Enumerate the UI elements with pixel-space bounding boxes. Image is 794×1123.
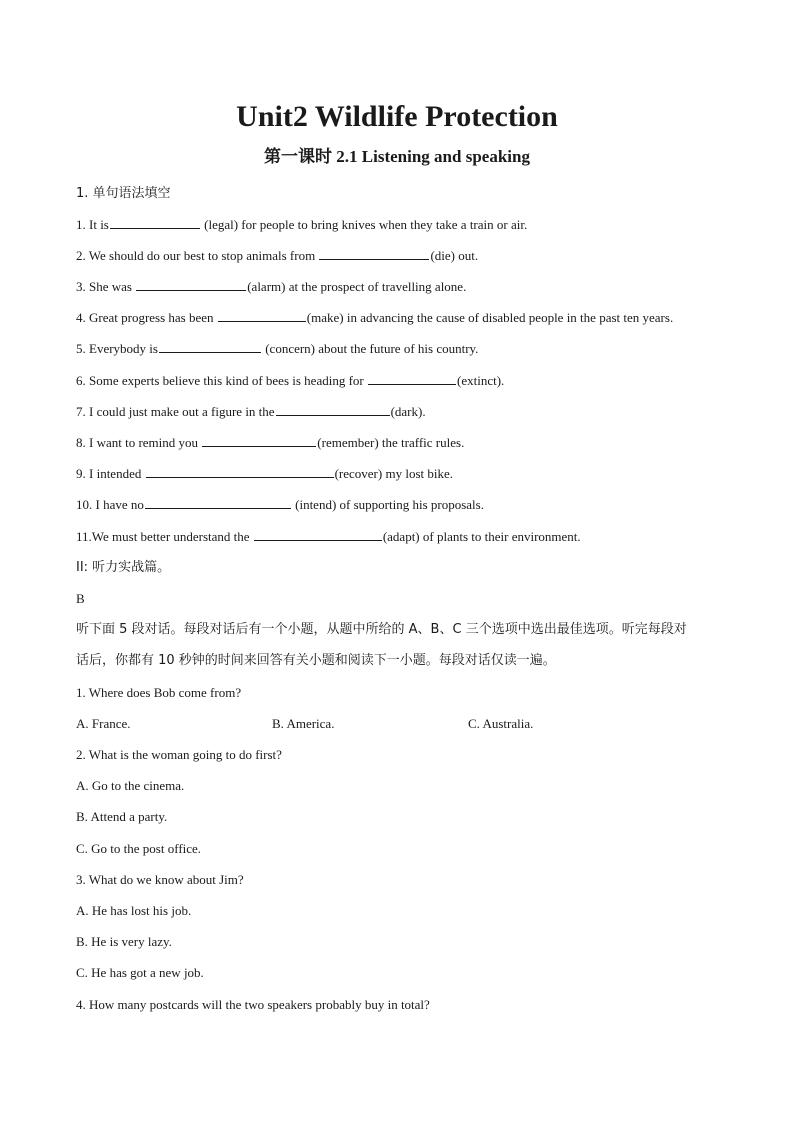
- grammar-item-11: [76, 528, 736, 546]
- item-text-after: (adapt) of plants to their environment.: [382, 529, 581, 544]
- item-text-after: (concern) about the future of his country.: [261, 341, 479, 356]
- item-text-before: 3. She was: [76, 279, 136, 294]
- grammar-item-9: [76, 465, 736, 483]
- item-text-after: (recover) my lost bike.: [334, 466, 453, 481]
- grammar-item-8: [76, 434, 736, 452]
- item-text-after: (intend) of supporting his proposals.: [291, 497, 484, 512]
- option-b[interactable]: B. Attend a party.: [76, 809, 168, 824]
- grammar-item-3: [76, 278, 736, 296]
- option-b[interactable]: B. He is very lazy.: [76, 934, 172, 949]
- item-text-after: (make) in advancing the cause of disabled people in the past ten years.: [306, 310, 674, 325]
- answer-blank[interactable]: [146, 465, 334, 478]
- instructions-line-2: 话后，你都有 10 秒钟的时间来回答有关小题和阅读下一小题。每段对话仅读一遍。: [76, 653, 556, 668]
- answer-blank[interactable]: [110, 216, 200, 229]
- answer-blank[interactable]: [368, 372, 456, 385]
- item-text-after: (alarm) at the prospect of travelling alone.: [247, 279, 467, 294]
- page-subtitle: 第一课时 2.1 Listening and speaking: [264, 147, 530, 166]
- question-1: 1. Where does Bob come from?: [76, 685, 242, 700]
- question-3: 3. What do we know about Jim?: [76, 872, 244, 887]
- item-text-before: 2. We should do our best to stop animals from: [76, 248, 319, 263]
- question-4: 4. How many postcards will the two speakers probably buy in total?: [76, 997, 430, 1012]
- option-c[interactable]: C. Australia.: [468, 716, 534, 731]
- option-c[interactable]: C. He has got a new job.: [76, 965, 204, 980]
- answer-blank[interactable]: [218, 309, 306, 322]
- item-text-before: 11.We must better understand the: [76, 529, 253, 544]
- section1-heading: 1. 单句语法填空: [76, 186, 171, 201]
- item-text-before: 8. I want to remind you: [76, 435, 202, 450]
- section2-heading: II: 听力实战篇。: [76, 560, 171, 575]
- grammar-item-7: [76, 403, 736, 421]
- question-2: 2. What is the woman going to do first?: [76, 747, 282, 762]
- item-text-before: 6. Some experts believe this kind of bees is heading for: [76, 373, 367, 388]
- option-a[interactable]: A. Go to the cinema.: [76, 778, 185, 793]
- item-text-before: 5. Everybody is: [76, 341, 158, 356]
- grammar-item-10: [76, 496, 736, 514]
- answer-blank[interactable]: [202, 434, 316, 447]
- part-label: B: [76, 591, 85, 606]
- option-c[interactable]: C. Go to the post office.: [76, 841, 202, 856]
- grammar-item-4: [76, 309, 736, 327]
- item-text-before: 9. I intended: [76, 466, 145, 481]
- item-text-before: 1. It is: [76, 217, 109, 232]
- answer-blank[interactable]: [159, 340, 261, 353]
- grammar-item-1: [76, 216, 736, 234]
- item-text-after: (dark).: [390, 404, 426, 419]
- answer-blank[interactable]: [136, 278, 246, 291]
- page-title: Unit2 Wildlife Protection: [236, 100, 558, 133]
- answer-blank[interactable]: [254, 528, 382, 541]
- answer-blank[interactable]: [319, 247, 429, 260]
- option-b[interactable]: B. America.: [272, 716, 335, 731]
- item-text-after: (die) out.: [430, 248, 479, 263]
- item-text-before: 10. I have no: [76, 497, 144, 512]
- item-text-after: (legal) for people to bring knives when they take a train or air.: [200, 217, 528, 232]
- grammar-item-6: [76, 372, 736, 390]
- answer-blank[interactable]: [276, 403, 390, 416]
- grammar-item-2: [76, 247, 736, 265]
- option-a[interactable]: A. He has lost his job.: [76, 903, 192, 918]
- item-text-before: 7. I could just make out a figure in the: [76, 404, 275, 419]
- grammar-item-5: [76, 340, 736, 358]
- item-text-before: 4. Great progress has been: [76, 310, 217, 325]
- option-a[interactable]: A. France.: [76, 716, 131, 731]
- item-text-after: (extinct).: [457, 373, 505, 388]
- instructions-line-1: 听下面 5 段对话。每段对话后有一个小题，从题中所给的 A、B、C 三个选项中选出最佳选项。听完每段对: [76, 622, 687, 637]
- item-text-after: (remember) the traffic rules.: [317, 435, 465, 450]
- answer-blank[interactable]: [145, 496, 291, 509]
